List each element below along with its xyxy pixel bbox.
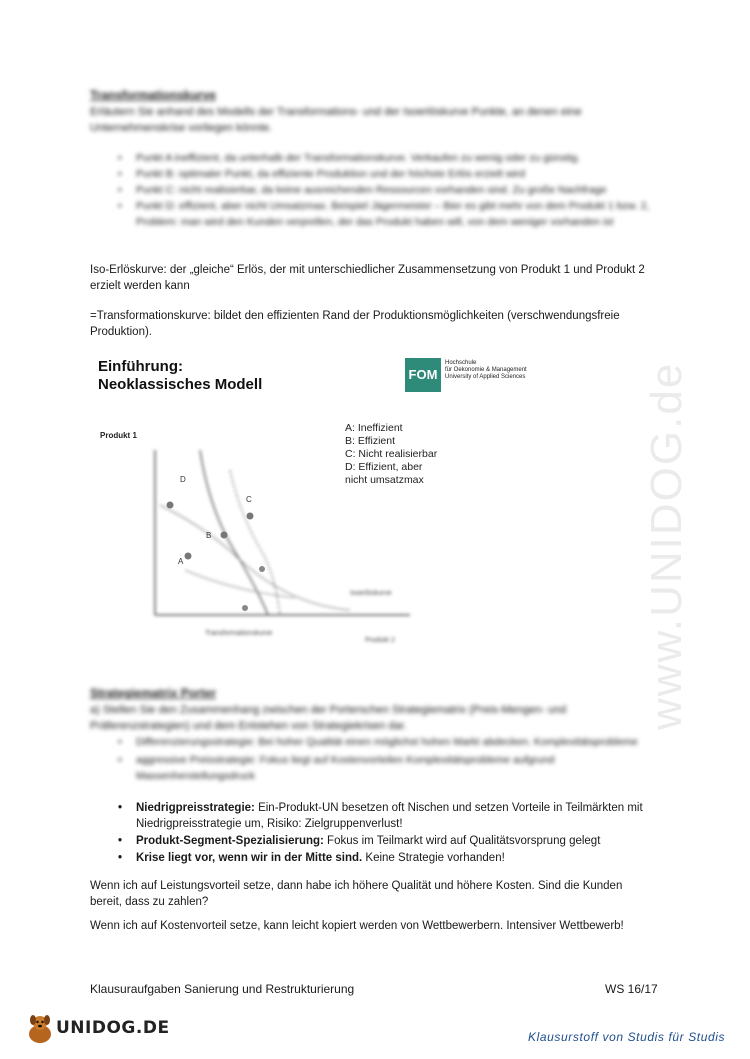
x-axis-label: Produkt 2	[365, 637, 395, 644]
legend-item-b: B: Effizient	[345, 435, 395, 447]
point-d	[167, 502, 174, 509]
unidog-logo	[24, 1012, 170, 1046]
point-extra	[259, 566, 265, 572]
kostenvorteil-text: Wenn ich auf Kostenvorteil setze, kann leicht kopiert werden von Wettbewerbern. Intensiver Wettbewerb!	[90, 920, 624, 932]
watermark: www.UNIDOG.de	[642, 361, 691, 730]
section2-intro: a) Stellen Sie den Zusammenhang zwischen der Porterschen Strategiematrix (Preis-Mengen- und Präferenzstrategien) und dem Entstehen von Strategiekrisen dar.	[90, 704, 567, 732]
bullet-term: Krise liegt vor, wenn wir in der Mitte sind.	[136, 852, 363, 864]
bullet-text: Keine Strategie vorhanden!	[362, 852, 505, 864]
legend-item-a: A: Ineffizient	[345, 422, 403, 434]
section-heading-transformationskurve: Transformationskurve	[90, 88, 217, 102]
point-axis	[242, 605, 248, 611]
bullet-text: Ein-Produkt-UN besetzen oft Nischen und setzen Vorteile in Teilmärkten mit Niedrigpreisstrategie um, Risiko: Zielgruppenverlust!	[136, 802, 643, 830]
list-item: • Punkt D: effizient, aber nicht Umsatzmax. Beispiel Jägermeister – Bier es gibt mehr von dem Produkt 1 bzw. 2, Problem: man wird den Kunden verprellen, der das Produkt haben will, von dem weniger vorhanden ist	[118, 198, 658, 230]
y-axis-label: Produkt 1	[100, 431, 137, 440]
brand-tagline: Klausurstoff von Studis für Studis	[528, 1030, 726, 1044]
footer-title: Klausuraufgaben Sanierung und Restrukturierung	[90, 982, 355, 996]
bullet-krise	[118, 850, 658, 866]
transformation-curve-outer	[230, 470, 280, 615]
point-b-label: B	[206, 531, 212, 540]
slide-title-line2: Neoklassisches Modell	[98, 376, 263, 393]
fom-logo-line: für Oekonomie & Management	[445, 367, 527, 373]
transformationskurve-text: =Transformationskurve: bildet den effizienten Rand der Produktionsmöglichkeiten (verschwendungsfreie Produktion).	[90, 310, 620, 338]
fom-logo-line: Hochschule	[445, 360, 477, 366]
slide-title	[98, 358, 262, 394]
bullet-niedrigpreis	[118, 800, 658, 832]
dog-icon	[24, 1012, 56, 1046]
footer-semester: WS 16/17	[605, 982, 658, 996]
blurred-point-list	[118, 150, 658, 230]
point-a	[185, 553, 192, 560]
production-possibilities-diagram	[90, 420, 440, 650]
section-intro: Erläutern Sie anhand des Modells der Transformations- und der Isoerlöskurve Punkte, an denen eine Unternehmenskrise vorliegen könnte.	[90, 106, 582, 134]
iso-revenue-curve-inner	[185, 570, 295, 598]
bullet-text: Fokus im Teilmarkt wird auf Qualitätsvorsprung gelegt	[323, 835, 601, 847]
point-c	[247, 513, 254, 520]
iso-curve-label: Isoerlöskurve	[350, 590, 392, 597]
list-item: • Punkt C: nicht realisierbar, da keine ausreichenden Ressourcen vorhanden sind. Zu große Nachfrage	[118, 182, 658, 198]
legend-item-d: D: Effizient, aber nicht umsatzmax	[345, 461, 424, 486]
list-item: • Punkt A ineffizient, da unterhalb der Transformationskurve. Verkaufen zu wenig oder zu günstig.	[118, 150, 658, 166]
fom-logo-mark: FOM	[405, 358, 441, 392]
slide-figure	[90, 350, 527, 650]
section-heading-strategiematrix: Strategiematrix Porter	[90, 686, 217, 700]
bullet-term: Niedrigpreisstrategie:	[136, 802, 255, 814]
fom-logo-text	[445, 360, 527, 381]
fom-logo	[405, 358, 550, 392]
bullet-produkt-segment	[118, 833, 658, 849]
point-b	[221, 532, 228, 539]
list-item: • aggressive Preisstrategie: Fokus liegt auf Kostenvorteilen Komplexitätsprobleme aufgrund Massenherstellungsdruck	[118, 752, 638, 784]
blurred-strategy-list	[118, 734, 638, 786]
strategy-bullets	[118, 800, 658, 867]
leistungsvorteil-text: Wenn ich auf Leistungsvorteil setze, dann habe ich höhere Qualität und höhere Kosten. Sind die Kunden bereit, dass zu zahlen?	[90, 880, 623, 908]
bullet-term: Produkt-Segment-Spezialisierung:	[136, 835, 324, 847]
point-c-label: C	[246, 495, 252, 504]
legend-item-c: C: Nicht realisierbar	[345, 448, 438, 460]
list-item: • Punkt B: optimaler Punkt, da effiziente Produktion und der höchste Erlös erzielt wird	[118, 166, 658, 182]
fom-logo-line: University of Applied Sciences	[445, 374, 526, 380]
point-d-label: D	[180, 475, 186, 484]
list-item: • Differenzierungsstrategie: Bei hoher Qualität einen möglichst hohen Markt abdecken. Komplexitätsprobleme	[118, 734, 638, 750]
transformation-curve-label: Transformationskurve	[205, 630, 273, 637]
unidog-logo-text: UNIDOG.DE	[56, 1018, 170, 1038]
diagram-blurred-layer	[155, 450, 410, 644]
slide-title-line1: Einführung:	[98, 358, 183, 375]
point-a-label: A	[178, 557, 184, 566]
iso-erloeskurve-text: Iso-Erlöskurve: der „gleiche“ Erlös, der mit unterschiedlicher Zusammensetzung von Produkt 1 und Produkt 2 erzielt werden kann	[90, 264, 645, 292]
